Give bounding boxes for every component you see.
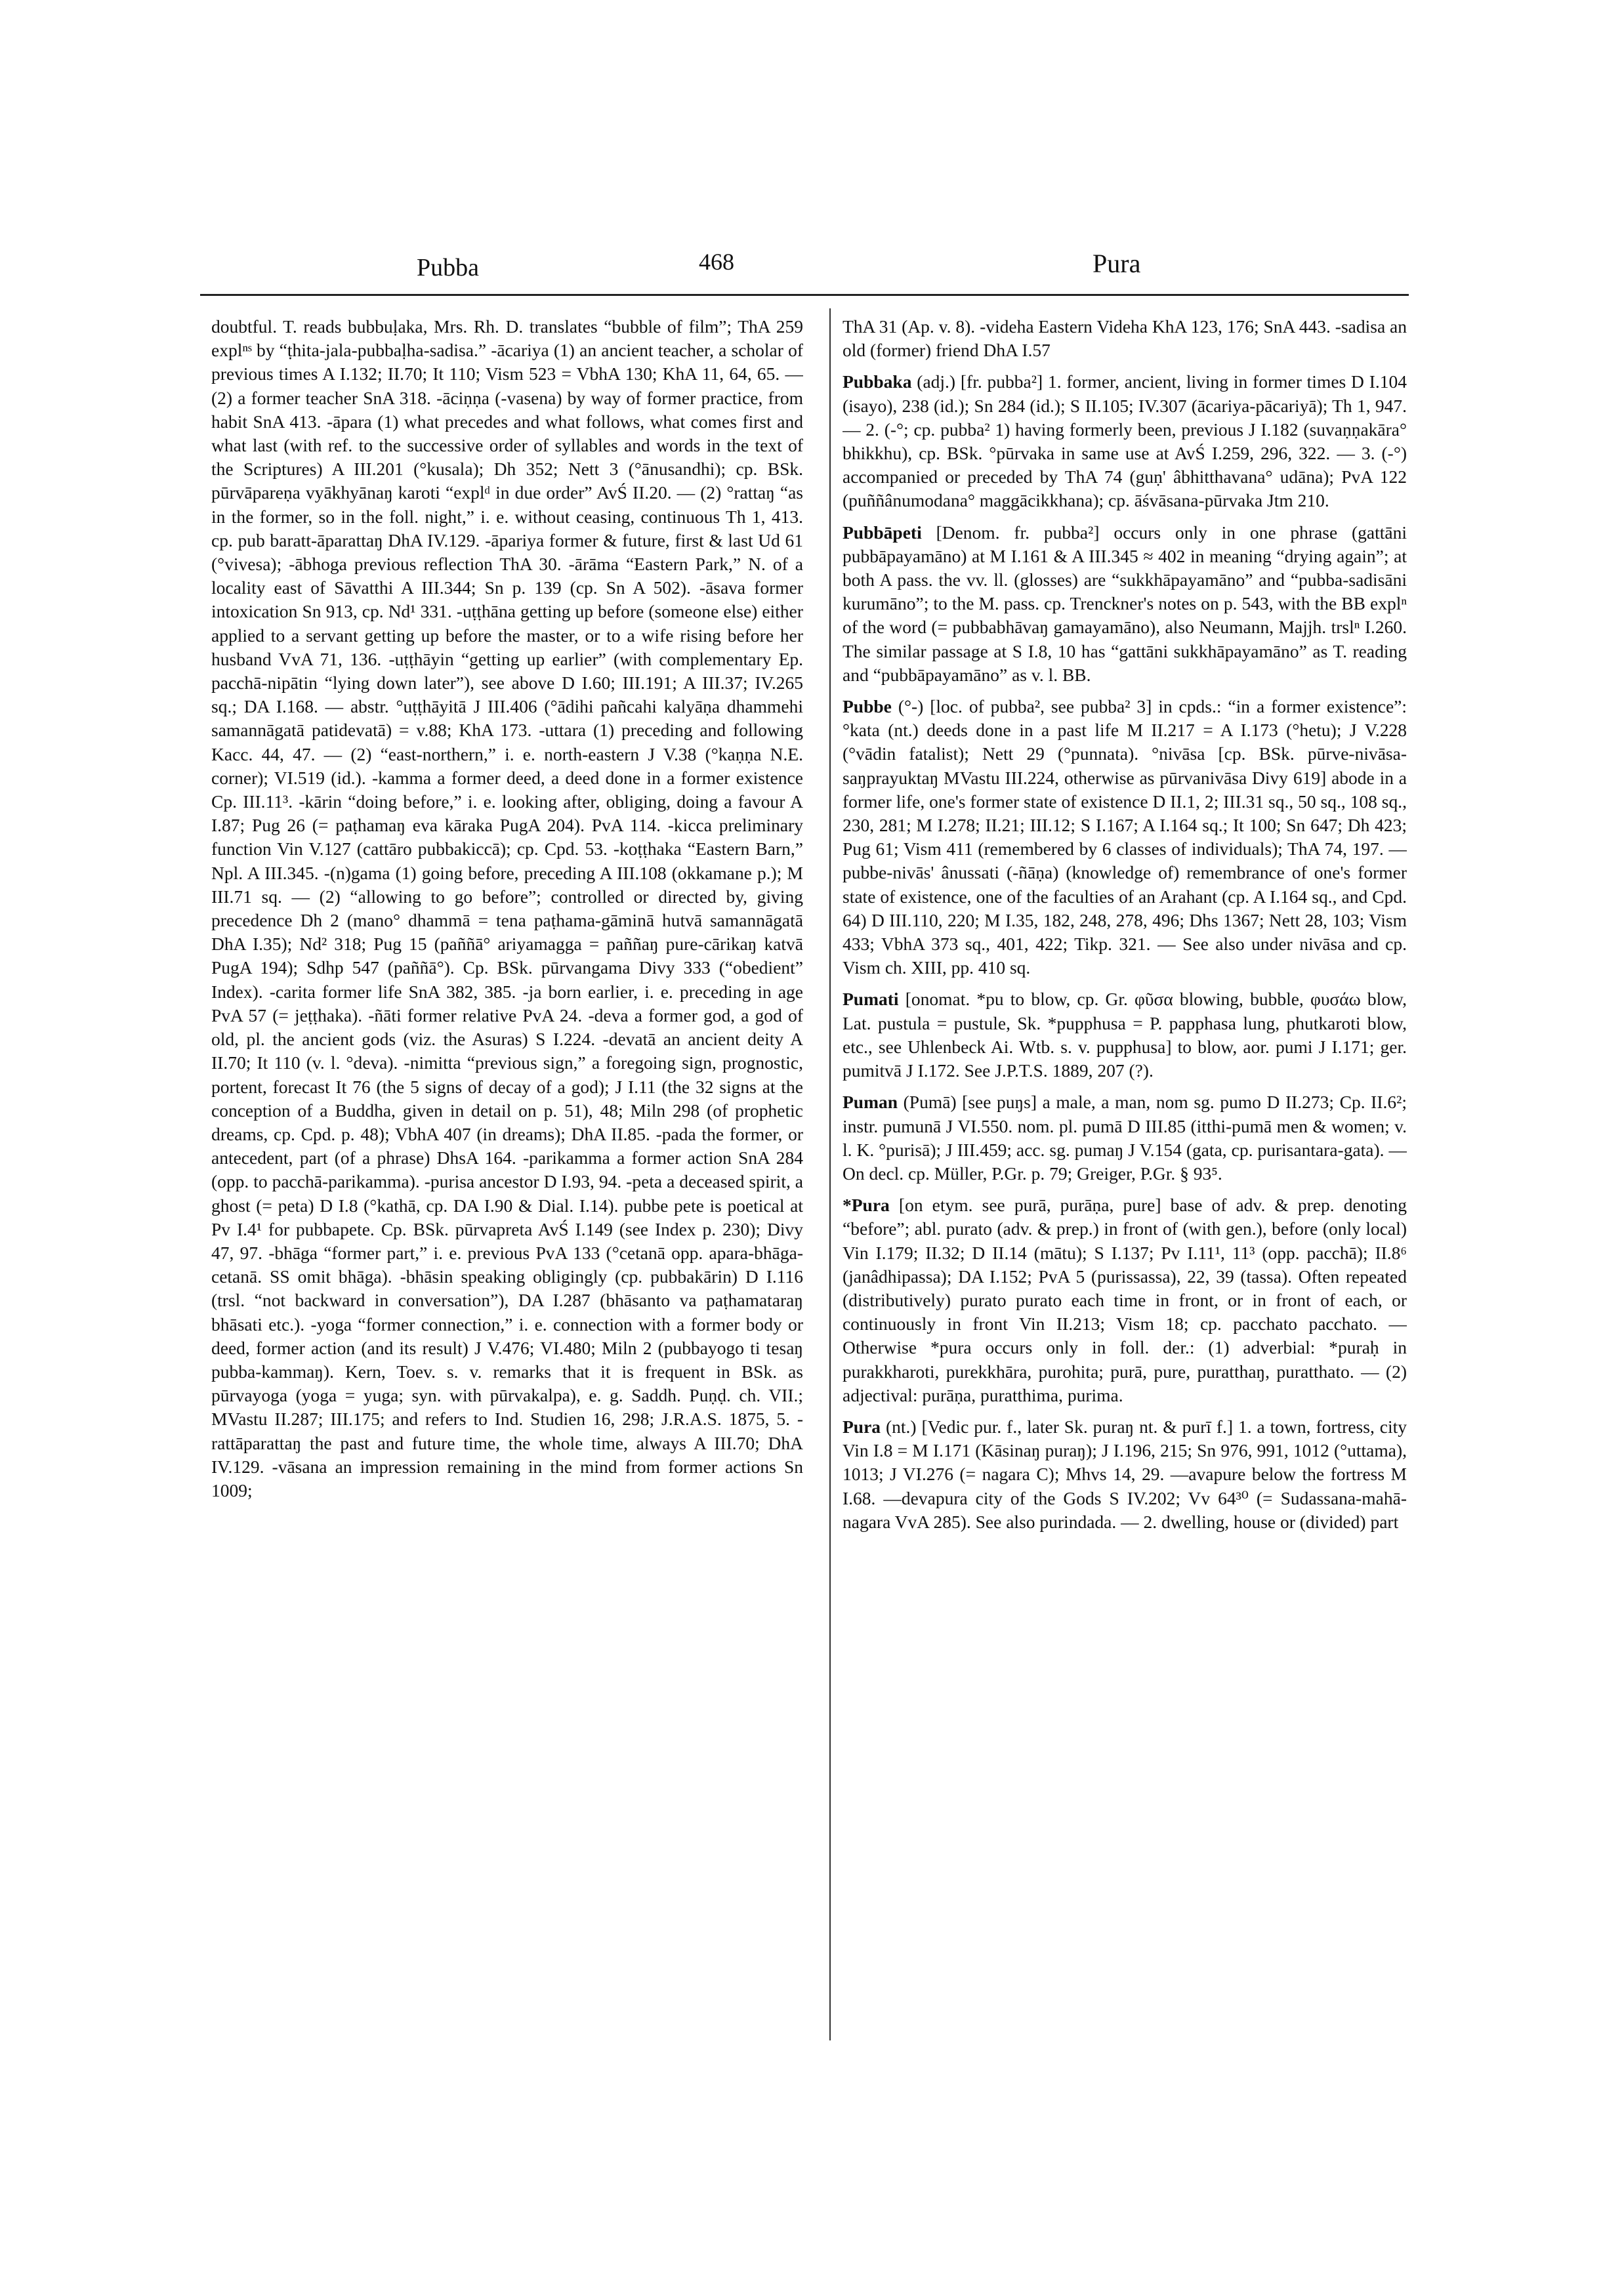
left-running-headword: Pubba	[417, 254, 479, 281]
entry-text: [onomat. *pu to blow, cp. Gr. φῦσα blowing, bubble, φυσάω blow, Lat. pustula = pustule, Sk. *pupphusa = P. papphasa lung, phutkaroti blow, etc., see Uhlenbeck Ai. Wtb. s. v. pupphusa] to blow, aor. pumi J I.171; ger. pumitvā J I.172. See J.P.T.S. 1889, 207 (?).	[843, 989, 1407, 1081]
dictionary-entry	[843, 987, 1407, 1083]
dictionary-entry	[843, 521, 1407, 687]
entry-headword: Pubbaka	[843, 371, 912, 392]
dictionary-entry	[843, 1415, 1407, 1534]
entry-headword: Puman	[843, 1092, 898, 1113]
left-column	[211, 315, 803, 2047]
entry-text: (nt.) [Vedic pur. f., later Sk. puraŋ nt. & purī f.] 1. a town, fortress, city Vin I.8 = M I.171 (Kāsinaŋ puraŋ); J I.196, 215; Sn 976, 991, 1012 (°uttama), 1013; J VI.276 (= nagara C); Mhvs 14, 29. —avapure below the fortress M I.68. —devapura city of the Gods S IV.202; Vv 64³⁰ (= Sudassana-mahā-nagara VvA 285). See also purindada. — 2. dwelling, house or (divided) part	[843, 1416, 1407, 1532]
right-column	[843, 315, 1407, 2047]
dictionary-entry	[843, 315, 1407, 362]
entry-headword: Pura	[843, 1416, 881, 1437]
entry-text: (°-) [loc. of pubba², see pubba² 3] in cpds.: “in a former existence”: °kata (nt.) deeds done in a past life M II.217 = A I.173 (°hetu); J V.228 (°vādin fatalist); Nett 29 (°punnata). °nivāsa [cp. BSk. pūrve-nivāsa-saŋprayuktaŋ MVastu III.224, otherwise as pūrvanivāsa Divy 619] abode in a former life, one's former state of existence D II.1, 2; III.31 sq., 50 sq., 108 sq., 230, 281; M I.278; II.21; III.12; S I.167; A I.164 sq.; It 100; Sn 647; Dh 423; Pug 61; Vism 411 (remembered by 6 classes of individuals); ThA 74, 197. — pubbe-nivās' ânussati (-ñāṇa) (knowledge of) remembrance of one's former state of existence, one of the faculties of an Arahant (cp. A I.164 sq., and Cpd. 64) D III.110, 220; M I.35, 182, 248, 278, 496; Dhs 1367; Nett 28, 103; Vism 433; VbhA 373 sq., 401, 422; Tikp. 321. — See also under nivāsa and cp. Vism ch. XIII, pp. 410 sq.	[843, 696, 1407, 978]
page-header	[200, 248, 1409, 287]
entry-headword: *Pura	[843, 1195, 890, 1216]
entry-text: (Pumā) [see puŋs] a male, a man, nom sg. pumo D II.273; Cp. II.6²; instr. pumunā J VI.550. nom. pl. pumā D III.85 (itthi-pumā men & women; v. l. K. °purisā); J III.459; acc. sg. pumaŋ J V.154 (gata, cp. purisantara-gata). — On decl. cp. Müller, P.Gr. p. 79; Greiger, P.Gr. § 93⁵.	[843, 1092, 1407, 1184]
entry-text: (adj.) [fr. pubba²] 1. former, ancient, living in former times D I.104 (isayo), 238 (id.); Sn 284 (id.); S II.105; IV.307 (ācariya-pācariyā); Th 1, 947. — 2. (-°; cp. pubba² 1) having formerly been, previous J I.182 (suvaṇṇakāra° bhikkhu), cp. BSk. °pūrvaka in same use at AvŚ I.259, 296, 322. — 3. (-°) accompanied or preceded by ThA 74 (guṇ' âbhitthavana° udāna); PvA 122 (puññânumodana° maggācikkhana); cp. āśvāsana-pūrvaka Jtm 210.	[843, 371, 1407, 511]
column-divider	[829, 308, 831, 2040]
entry-text: [on etym. see purā, purāṇa, pure] base of adv. & prep. denoting “before”; abl. purato (adv. & prep.) in front of (with gen.), before (only local) Vin I.179; II.32; D II.14 (mātu); S I.137; Pv I.11¹, 11³ (opp. pacchā); II.8⁶ (janâdhipassa); DA I.152; PvA 5 (purissassa), 22, 39 (tassa). Often repeated (distributively) purato purato each time in front, or in front of each, or continuously in front Vin II.213; Vism 18; cp. pacchato pacchato. — Otherwise *pura occurs only in foll. der.: (1) adverbial: *puraḥ in purakkharoti, purekkhāra, purohita; purā, pure, puratthaŋ, puratthato. — (2) adjectival: purāṇa, puratthima, purima.	[843, 1195, 1407, 1405]
dictionary-entry	[843, 1090, 1407, 1186]
page-number: 468	[699, 249, 734, 275]
dictionary-entry	[843, 370, 1407, 512]
dictionary-entry	[843, 695, 1407, 980]
continued-entry-text: doubtful. T. reads bubbuḷaka, Mrs. Rh. D. translates “bubble of film”; ThA 259 explⁿˢ by “ṭhita-jala-pubbaḷha-sadisa.” -ācariya (1) an ancient teacher, a scholar of previous times A I.132; II.70; It 110; Vism 523 = VbhA 130; KhA 11, 64, 65. — (2) a former teacher SnA 318. -āciṇṇa (-vasena) by way of former practice, from habit SnA 413. -āpara (1) what precedes and what follows, what comes first and what last (with ref. to the successive order of syllables and words in the text of the Scriptures) A III.201 (°kusala); Dh 352; Nett 3 (°ānusandhi); cp. BSk. pūrvāpareṇa vyākhyānaŋ karoti “explᵈ in due order” AvŚ II.20. — (2) °rattaŋ “as in the former, so in the foll. night,” i. e. without ceasing, continuous Th 1, 413. cp. pub baratt-āparattaŋ DhA IV.129. -āpariya former & future, first & last Ud 61 (°vivesa); -ābhoga previous reflection ThA 30. -ārāma “Eastern Park,” N. of a locality east of Sāvatthi A III.344; Sn p. 139 (cp. Sn A 502). -āsava former intoxication Sn 913, cp. Nd¹ 331. -uṭṭhāna getting up before (someone else) either applied to a servant getting up before the master, or to a wife rising before her husband VvA 71, 136. -uṭṭhāyin “getting up earlier” (with complementary Ep. pacchā-nipātin “lying down later”), see above D I.60; III.191; A III.37; IV.265 sq.; DA I.168. — abstr. °uṭṭhāyitā J III.406 (°ādihi pañcahi kalyāṇa dhammehi samannāgatā patidevatā) = v.88; KhA 173. -uttara (1) preceding and following Kacc. 44, 47. — (2) “east-northern,” i. e. north-eastern J V.38 (°kaṇṇa N.E. corner); VI.519 (id.). -kamma a former deed, a deed done in a former existence Cp. III.11³. -kārin “doing before,” i. e. looking after, obliging, doing a favour A I.87; Pug 26 (= paṭhamaŋ eva kāraka PugA 204). PvA 114. -kicca preliminary function Vin V.127 (cattāro pubbakiccā); cp. Cpd. 53. -koṭṭhaka “Eastern Barn,” Npl. A III.345. -(n)gama (1) going before, preceding A III.108 (okkamane p.); M III.71 sq. — (2) “allowing to go before”; controlled or directed by, giving precedence Dh 2 (mano° dhammā = tena paṭhama-gāminā hutvā samannāgatā DhA I.35); Nd² 318; Pug 15 (paññā° ariyamagga = paññaŋ pure-cārikaŋ katvā PugA 194); Sdhp 547 (paññā°). Cp. BSk. pūrvangama Divy 333 (“obedient” Index). -carita former life SnA 382, 385. -ja born earlier, i. e. preceding in age PvA 57 (= jeṭṭhaka). -ñāti former relative PvA 24. -deva a former god, a god of old, pl. the ancient gods (viz. the Asuras) S I.224. -devatā an ancient deity A II.70; It 110 (v. l. °deva). -nimitta “previous sign,” a foregoing sign, prognostic, portent, forecast It 76 (the 5 signs of decay of a god); J I.11 (the 32 signs at the conception of a Buddha, given in detail on p. 51), 48; Miln 298 (of prophetic dreams, cp. Cpd. p. 48); VbhA 407 (in dreams); DhA II.85. -pada the former, or antecedent, part (of a phrase) DhsA 164. -parikamma a former action SnA 284 (opp. to pacchā-parikamma). -purisa ancestor D I.93, 94. -peta a deceased spirit, a ghost (= peta) D I.8 (°kathā, cp. DA I.90 & Dial. I.14). pubbe pete is poetical at Pv I.4¹ for pubbapete. Cp. BSk. pūrvapreta AvŚ I.149 (see Index p. 230); Divy 47, 97. -bhāga “former part,” i. e. previous PvA 133 (°cetanā opp. apara-bhāga-cetanā. SS omit bhāga). -bhāsin speaking obligingly (cp. pubbakārin) D I.116 (trsl. “not backward in conversation”), DA I.287 (bhāsanto va paṭhamataraŋ bhāsati etc.). -yoga “former connection,” i. e. connection with a former body or deed, former action (and its result) J V.476; VI.480; Miln 2 (pubbayogo ti tesaŋ pubba-kammaŋ). Kern, Toev. s. v. remarks that it is frequent in BSk. as pūrvayoga (yoga = yuga; syn. with pūrvakalpa), e. g. Saddh. Puṇḍ. ch. VII.; MVastu II.287; III.175; and refers to Ind. Studien 16, 298; J.R.A.S. 1875, 5. -rattāparattaŋ the past and future time, the whole time, always A III.70; DhA IV.129. -vāsana an impression remaining in the mind from former actions Sn 1009;	[211, 316, 803, 1500]
entry-headword: Pubbe	[843, 696, 892, 717]
dictionary-entry	[843, 1193, 1407, 1407]
header-rule	[200, 294, 1409, 296]
entry-headword: Pumati	[843, 989, 899, 1010]
right-running-headword: Pura	[1093, 249, 1141, 278]
entry-text: [Denom. fr. pubba²] occurs only in one phrase (gattāni pubbāpayamāno) at M I.161 & A III.345 ≈ 402 in meaning “drying again”; at both A pass. the vv. ll. (glosses) are “sukkhāpayamāno” and “pubba-sadisāni kurumāno”; to the M. pass. cp. Trenckner's notes on p. 543, with the BB explⁿ of the word (= pubbabhāvaŋ gamayamāno), also Neumann, Majjh. trslⁿ I.260. The similar passage at S I.8, 10 has “gattāni sukkhāpayamāno” as T. reading and “pubbāpayamāno” as v. l. BB.	[843, 522, 1407, 685]
entry-headword: Pubbāpeti	[843, 522, 922, 543]
entry-text: ThA 31 (Ap. v. 8). -videha Eastern Videha KhA 123, 176; SnA 443. -sadisa an old (former) friend DhA I.57	[843, 316, 1407, 361]
